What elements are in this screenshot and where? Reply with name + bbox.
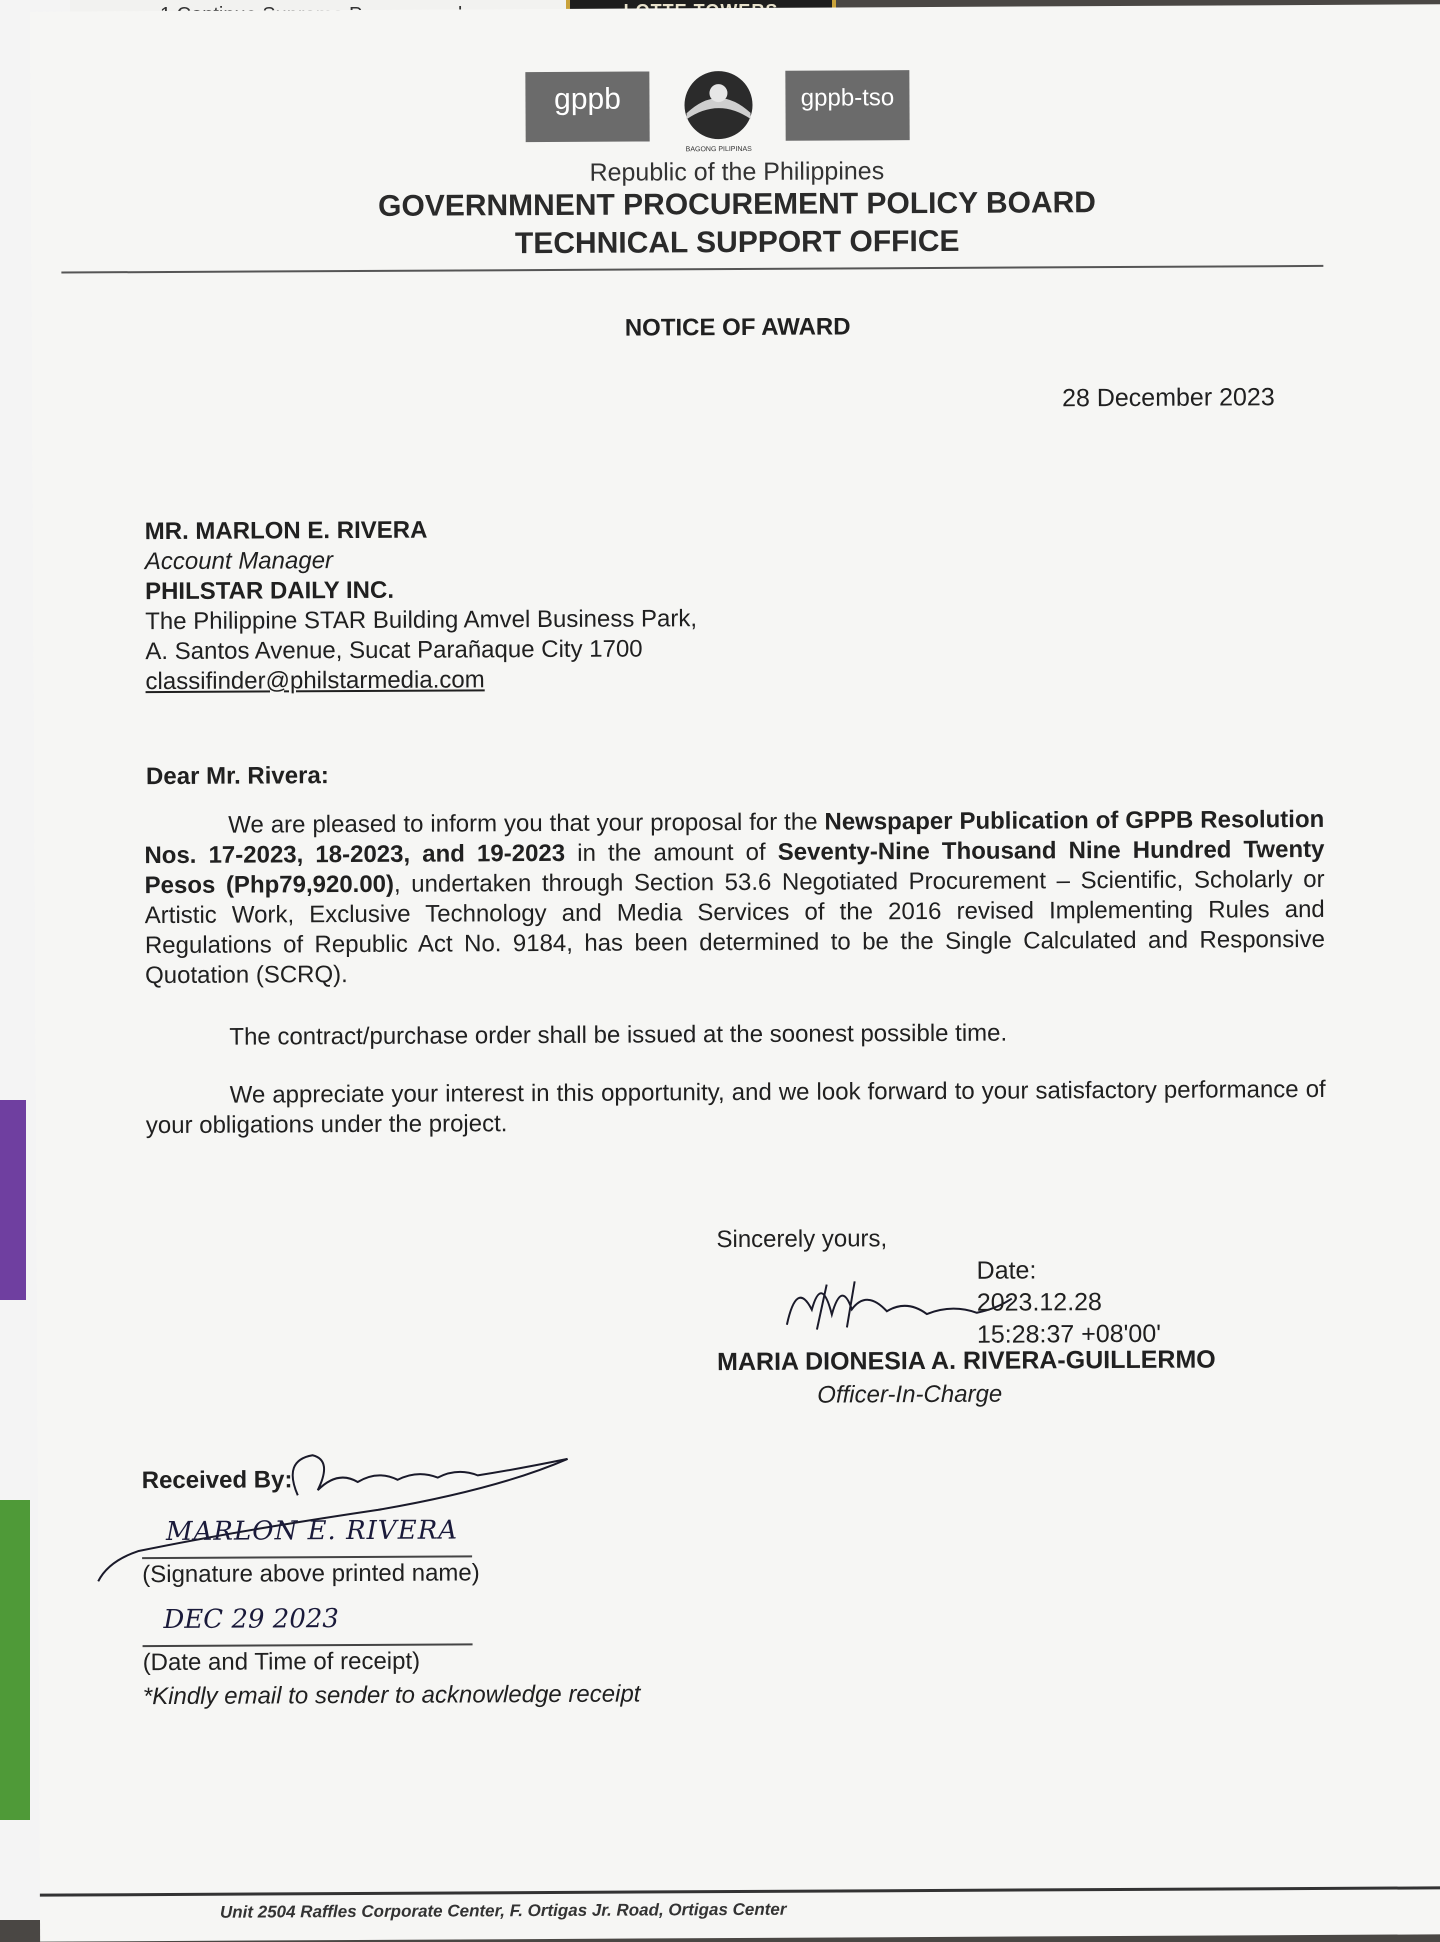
body-paragraph-2: The contract/purchase order shall be issued at the soonest possible time. xyxy=(229,1019,1008,1051)
received-printed-name: MARLON E. RIVERA xyxy=(165,1515,459,1548)
purple-object xyxy=(0,1100,26,1300)
letter-date: 28 December 2023 xyxy=(1061,383,1275,413)
body-paragraph-3: We appreciate your interest in this opportunity, and we look forward to your satisfactory performance of your obligations under the project. xyxy=(145,1075,1326,1140)
gppb-logo: gppb xyxy=(525,71,649,142)
recipient-address-1: The Philippine STAR Building Amvel Business Park, xyxy=(145,605,698,636)
agency-name xyxy=(31,182,1440,265)
recipient-name: MR. MARLON E. RIVERA xyxy=(144,516,428,546)
republic-line: Republic of the Philippines xyxy=(589,157,885,187)
agency-line-2: TECHNICAL SUPPORT OFFICE xyxy=(514,224,960,261)
closing: Sincerely yours, xyxy=(716,1225,888,1254)
stamp-date: 2023.12.28 xyxy=(976,1288,1102,1317)
recipient-block xyxy=(145,514,698,697)
signature-caption: (Signature above printed name) xyxy=(142,1559,480,1589)
stamp-time: 15:28:37 +08'00' xyxy=(976,1319,1162,1349)
footer-address: Unit 2504 Raffles Corporate Center, F. Ortigas Jr. Road, Ortigas Center xyxy=(219,1899,787,1922)
recipient-company: PHILSTAR DAILY INC. xyxy=(144,576,395,606)
bagong-pilipinas-seal-icon xyxy=(673,63,763,153)
stamp-label: Date: xyxy=(976,1256,1037,1285)
footer-rule xyxy=(40,1886,1440,1896)
recipient-address-2: A. Santos Avenue, Sucat Parañaque City 1700 xyxy=(145,635,643,666)
recipient-email[interactable]: classifinder@philstarmedia.com xyxy=(145,666,485,696)
receipt-date: DEC 29 2023 xyxy=(163,1604,340,1636)
date-line xyxy=(143,1643,473,1647)
signatory-name: MARIA DIONESIA A. RIVERA-GUILLERMO xyxy=(717,1345,1216,1377)
recipient-position: Account Manager xyxy=(144,547,334,576)
letter-page xyxy=(30,4,1440,1941)
seal-caption: BAGONG PILIPINAS xyxy=(685,145,752,154)
acknowledge-note: *Kindly email to sender to acknowledge receipt xyxy=(142,1680,641,1711)
document-title: NOTICE OF AWARD xyxy=(624,313,851,342)
signatory-title: Officer-In-Charge xyxy=(817,1380,1003,1409)
gppb-tso-logo: gppb-tso xyxy=(785,70,909,141)
letterhead-logos xyxy=(495,62,915,154)
digital-signature-stamp xyxy=(977,1254,1162,1351)
letterhead-rule xyxy=(61,265,1323,274)
date-caption: (Date and Time of receipt) xyxy=(142,1647,421,1677)
body-paragraph-1: We are pleased to inform you that your proposal for the Newspaper Publication of GPPB Resolution Nos. 17-2023, 18-2023, and 19-2023 in the amount of Seventy-Nine Thousand Nine Hundred Twenty Pesos (Php79,920.00), undertaken through Section 53.6 Negotiated Procurement – Scientific, Scholarly or Artistic Work, Exclusive Technology and Media Services of the 2016 revised Implementing Rules and Regulations of Republic Act No. 9184, has been determined to be the Single Calculated and Responsive Quotation (SCRQ). xyxy=(144,805,1325,990)
agency-line-1: GOVERNMNENT PROCUREMENT POLICY BOARD xyxy=(378,186,1097,223)
salutation: Dear Mr. Rivera: xyxy=(145,762,329,791)
green-object xyxy=(0,1500,30,1820)
received-by-label: Received By: xyxy=(141,1466,293,1495)
